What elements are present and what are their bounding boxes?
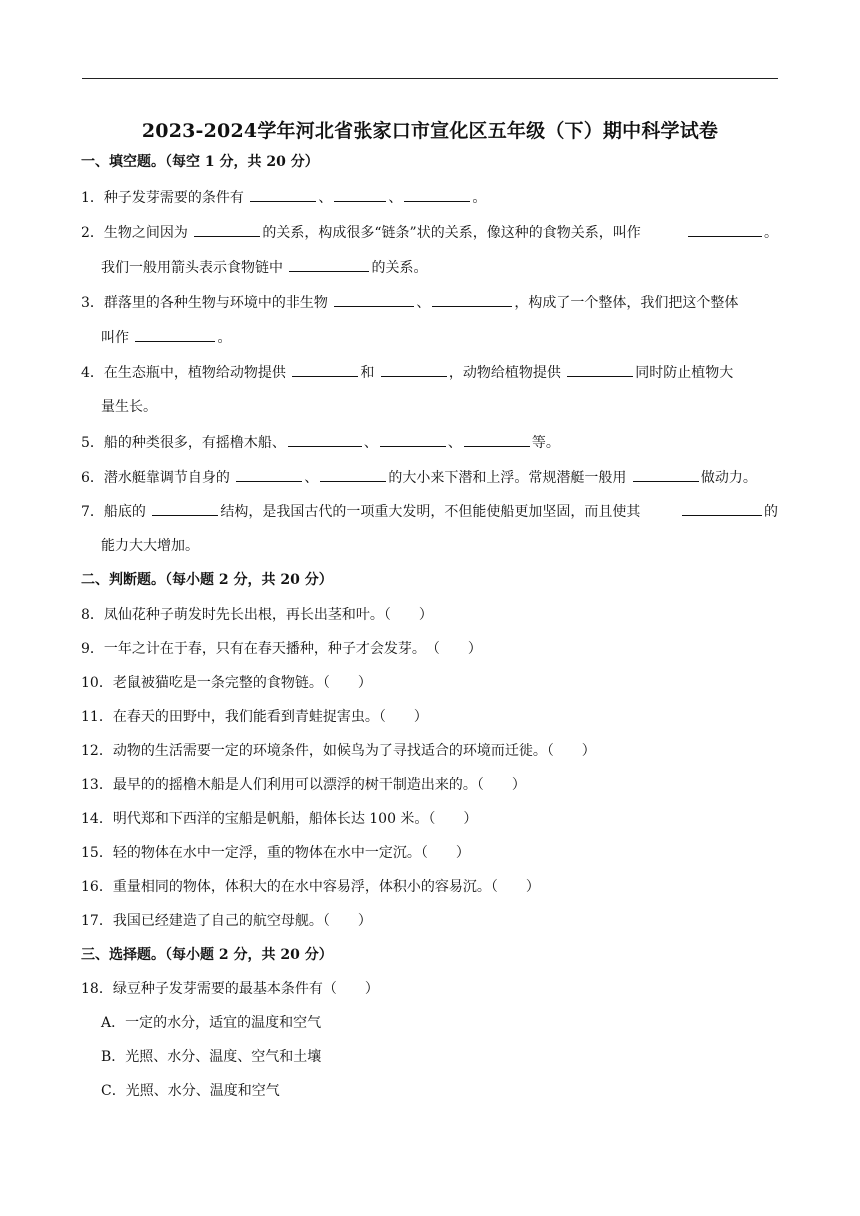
q3-text-d: 叫作 <box>101 330 129 346</box>
q2-text-b: 的关系，构成很多“链条”状的关系，像这种的食物关系，叫作 <box>262 225 641 241</box>
q2-text-e: 的关系。 <box>371 260 428 276</box>
question-4-line-2: 量生长。 <box>101 399 157 415</box>
q2-blank-3[interactable] <box>289 257 369 272</box>
q6-text-a: 6．潜水艇靠调节自身的 <box>81 470 230 486</box>
choice-option-b[interactable]: B．光照、水分、温度、空气和土壤 <box>101 1049 322 1065</box>
q1-text-a: 1．种子发芽需要的条件有 <box>81 190 244 206</box>
q1-blank-3[interactable] <box>404 187 470 202</box>
judge-question: 17．我国已经建造了自己的航空母舰。（ ） <box>81 913 372 929</box>
q4-blank-1[interactable] <box>292 362 358 377</box>
judge-question: 11．在春天的田野中，我们能看到青蛙捉害虫。（ ） <box>81 709 428 725</box>
question-2-line-1 <box>81 222 778 243</box>
judge-question: 14．明代郑和下西洋的宝船是帆船，船体长达 100 米。（ ） <box>81 811 478 827</box>
section-fill-heading: 一、填空题。（每空 1 分，共 20 分） <box>81 154 319 170</box>
q1-text-d: 。 <box>472 190 487 206</box>
question-3-line-2 <box>101 327 231 348</box>
q6-blank-2[interactable] <box>320 467 386 482</box>
judge-question: 13．最早的的摇橹木船是人们利用可以漂浮的树干制造出来的。（ ） <box>81 777 526 793</box>
q4-blank-3[interactable] <box>567 362 633 377</box>
q6-text-c: 的大小来下潜和上浮。常规潜艇一般用 <box>388 470 627 486</box>
q4-blank-2[interactable] <box>381 362 447 377</box>
question-4-line-1 <box>81 362 733 383</box>
q1-blank-1[interactable] <box>250 187 316 202</box>
q5-blank-1[interactable] <box>288 432 362 447</box>
q2-text-d: 我们一般用箭头表示食物链中 <box>101 260 283 276</box>
q1-text-c: 、 <box>388 190 403 206</box>
q7-blank-2[interactable] <box>682 501 762 516</box>
page-title: 2023-2024学年河北省张家口市宣化区五年级（下）期中科学试卷 <box>141 120 719 142</box>
q2-text-c: 。 <box>764 225 778 241</box>
q7-text-b: 结构，是我国古代的一项重大发明，不但能使船更加坚固，而且使其 <box>220 504 641 520</box>
q7-text-a: 7．船底的 <box>81 504 146 520</box>
q1-text-b: 、 <box>318 190 333 206</box>
q5-text-a: 5．船的种类很多，有摇橹木船、 <box>81 435 286 451</box>
q3-blank-1[interactable] <box>334 292 414 307</box>
q6-text-b: 、 <box>304 470 319 486</box>
question-1 <box>81 187 486 208</box>
choice-question-18: 18．绿豆种子发芽需要的最基本条件有（ ） <box>81 981 379 997</box>
q5-text-b: 、 <box>363 435 378 451</box>
q3-text-c: ，构成了一个整体，我们把这个整体 <box>514 295 739 311</box>
q4-text-b: 和 <box>360 365 375 381</box>
q5-blank-3[interactable] <box>464 432 530 447</box>
q7-blank-1[interactable] <box>152 501 218 516</box>
q3-text-a: 3．群落里的各种生物与环境中的非生物 <box>81 295 328 311</box>
q5-text-d: 等。 <box>531 435 560 451</box>
question-6 <box>81 467 757 488</box>
q6-blank-3[interactable] <box>633 467 699 482</box>
choice-option-a[interactable]: A．一定的水分，适宜的温度和空气 <box>101 1015 322 1031</box>
q2-blank-1[interactable] <box>194 222 260 237</box>
judge-question: 10．老鼠被猫吃是一条完整的食物链。（ ） <box>81 675 372 691</box>
q5-text-c: 、 <box>447 435 462 451</box>
q6-blank-1[interactable] <box>236 467 302 482</box>
section-choice-heading: 三、选择题。（每小题 2 分，共 20 分） <box>81 947 333 963</box>
q2-blank-2[interactable] <box>688 222 762 237</box>
q4-text-a: 4．在生态瓶中，植物给动物提供 <box>81 365 286 381</box>
judge-question: 15．轻的物体在水中一定浮，重的物体在水中一定沉。（ ） <box>81 845 470 861</box>
question-7-line-2: 能力大大增加。 <box>101 538 199 554</box>
q5-blank-2[interactable] <box>380 432 446 447</box>
question-7-line-1 <box>81 501 778 522</box>
question-2-line-2 <box>101 257 427 278</box>
header-rule <box>82 78 778 79</box>
q7-text-c: 的 <box>764 504 778 520</box>
q4-text-d: 同时防止植物大 <box>635 365 734 381</box>
question-5 <box>81 432 560 453</box>
q6-text-d: 做动力。 <box>700 470 757 486</box>
question-3-line-1 <box>81 292 738 313</box>
q3-text-b: 、 <box>416 295 431 311</box>
q3-blank-3[interactable] <box>135 327 215 342</box>
choice-option-c[interactable]: C．光照、水分、温度和空气 <box>101 1083 280 1099</box>
judge-question: 9．一年之计在于春，只有在春天播种，种子才会发芽。 （ ） <box>81 641 482 657</box>
judge-question: 16．重量相同的物体，体积大的在水中容易浮，体积小的容易沉。（ ） <box>81 879 540 895</box>
q2-text-a: 2．生物之间因为 <box>81 225 188 241</box>
q1-blank-2[interactable] <box>334 187 386 202</box>
section-judge-heading: 二、判断题。（每小题 2 分，共 20 分） <box>81 572 333 588</box>
q4-text-c: ，动物给植物提供 <box>448 365 561 381</box>
q3-text-e: 。 <box>217 330 232 346</box>
judge-question: 12．动物的生活需要一定的环境条件，如候鸟为了寻找适合的环境而迁徙。（ ） <box>81 743 596 759</box>
q3-blank-2[interactable] <box>432 292 512 307</box>
judge-question: 8．凤仙花种子萌发时先长出根，再长出茎和叶。（ ） <box>81 607 433 623</box>
